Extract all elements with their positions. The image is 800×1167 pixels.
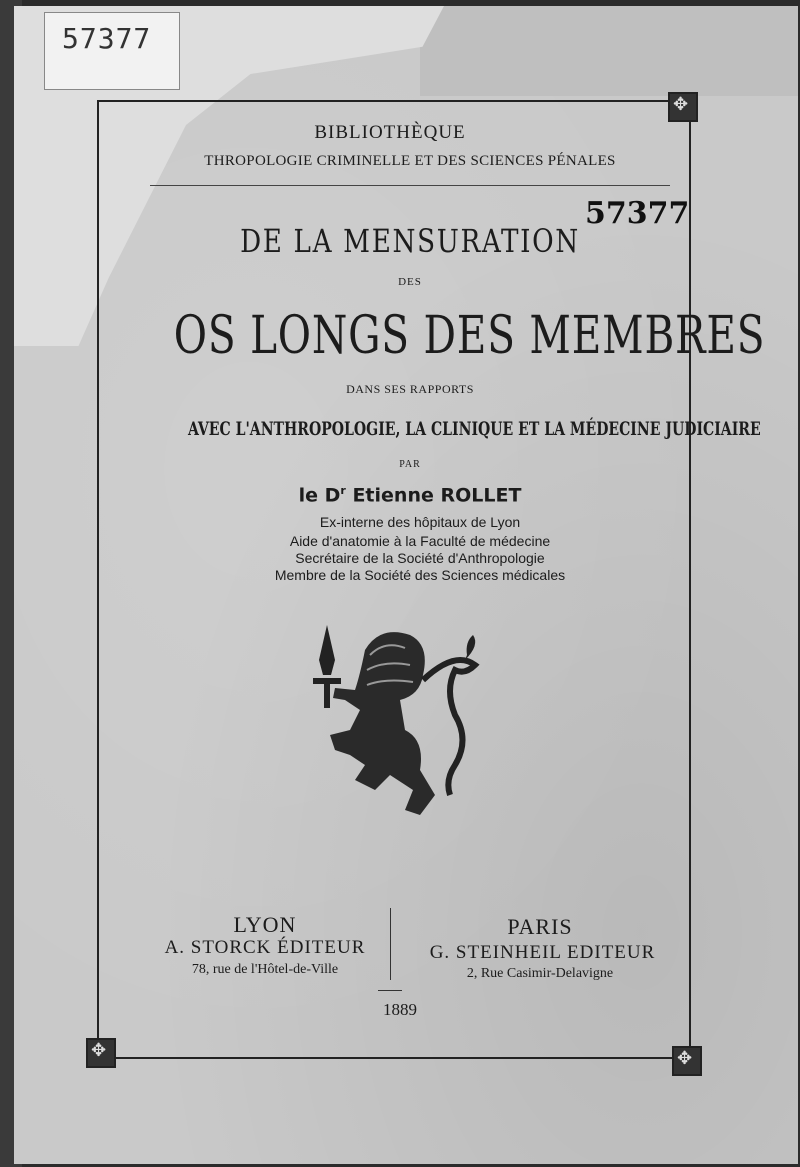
publisher-divider xyxy=(390,908,391,980)
right-address: 2, Rue Casimir-Delavigne xyxy=(466,966,614,981)
label-number: 57377 xyxy=(62,22,152,55)
subtitle-line-1: DANS SES RAPPORTS xyxy=(346,382,474,396)
corner-ornament-icon xyxy=(86,1038,116,1068)
credential: Membre de la Société des Sciences médicales xyxy=(274,567,566,583)
corner-ornament-icon xyxy=(672,1046,702,1076)
series-title: BIBLIOTHÈQUE xyxy=(314,122,466,143)
left-address: 78, rue de l'Hôtel-de-Ville xyxy=(191,962,339,977)
author xyxy=(150,484,670,506)
header-rule xyxy=(150,185,670,186)
credential: Secrétaire de la Société d'Anthropologie xyxy=(295,550,545,566)
torn-edge xyxy=(420,6,798,96)
credential: Aide d'anatomie à la Faculté de médecine xyxy=(289,533,551,549)
publication-year: 1889 xyxy=(383,1000,417,1019)
title-connector: DES xyxy=(398,276,422,288)
year-dash xyxy=(378,990,402,991)
title-line-2: OS LONGS DES MEMBRES xyxy=(173,306,766,366)
stamp-number: 57377 xyxy=(585,196,690,231)
author-sup: r xyxy=(340,484,346,497)
title-line-1: DE LA MENSURATION xyxy=(240,222,580,260)
by-label: PAR xyxy=(399,459,421,470)
series-subtitle: THROPOLOGIE CRIMINELLE ET DES SCIENCES PÉNALES xyxy=(204,153,616,169)
corner-ornament-icon xyxy=(668,92,698,122)
credential: Ex-interne des hôpitaux de Lyon xyxy=(319,514,521,530)
left-publisher: A. STORCK ÉDITEUR xyxy=(164,937,366,958)
subtitle-line-2: AVEC L'ANTHROPOLOGIE, LA CLINIQUE ET LA MÉDECINE JUDICIAIRE xyxy=(188,418,761,440)
left-city: LYON xyxy=(233,912,297,937)
right-city: PARIS xyxy=(507,914,573,939)
author-prefix: le D xyxy=(298,484,341,507)
right-publisher: G. STEINHEIL EDITEUR xyxy=(429,942,656,963)
author-name: Etienne ROLLET xyxy=(352,484,522,507)
lion-emblem-icon xyxy=(305,620,485,830)
